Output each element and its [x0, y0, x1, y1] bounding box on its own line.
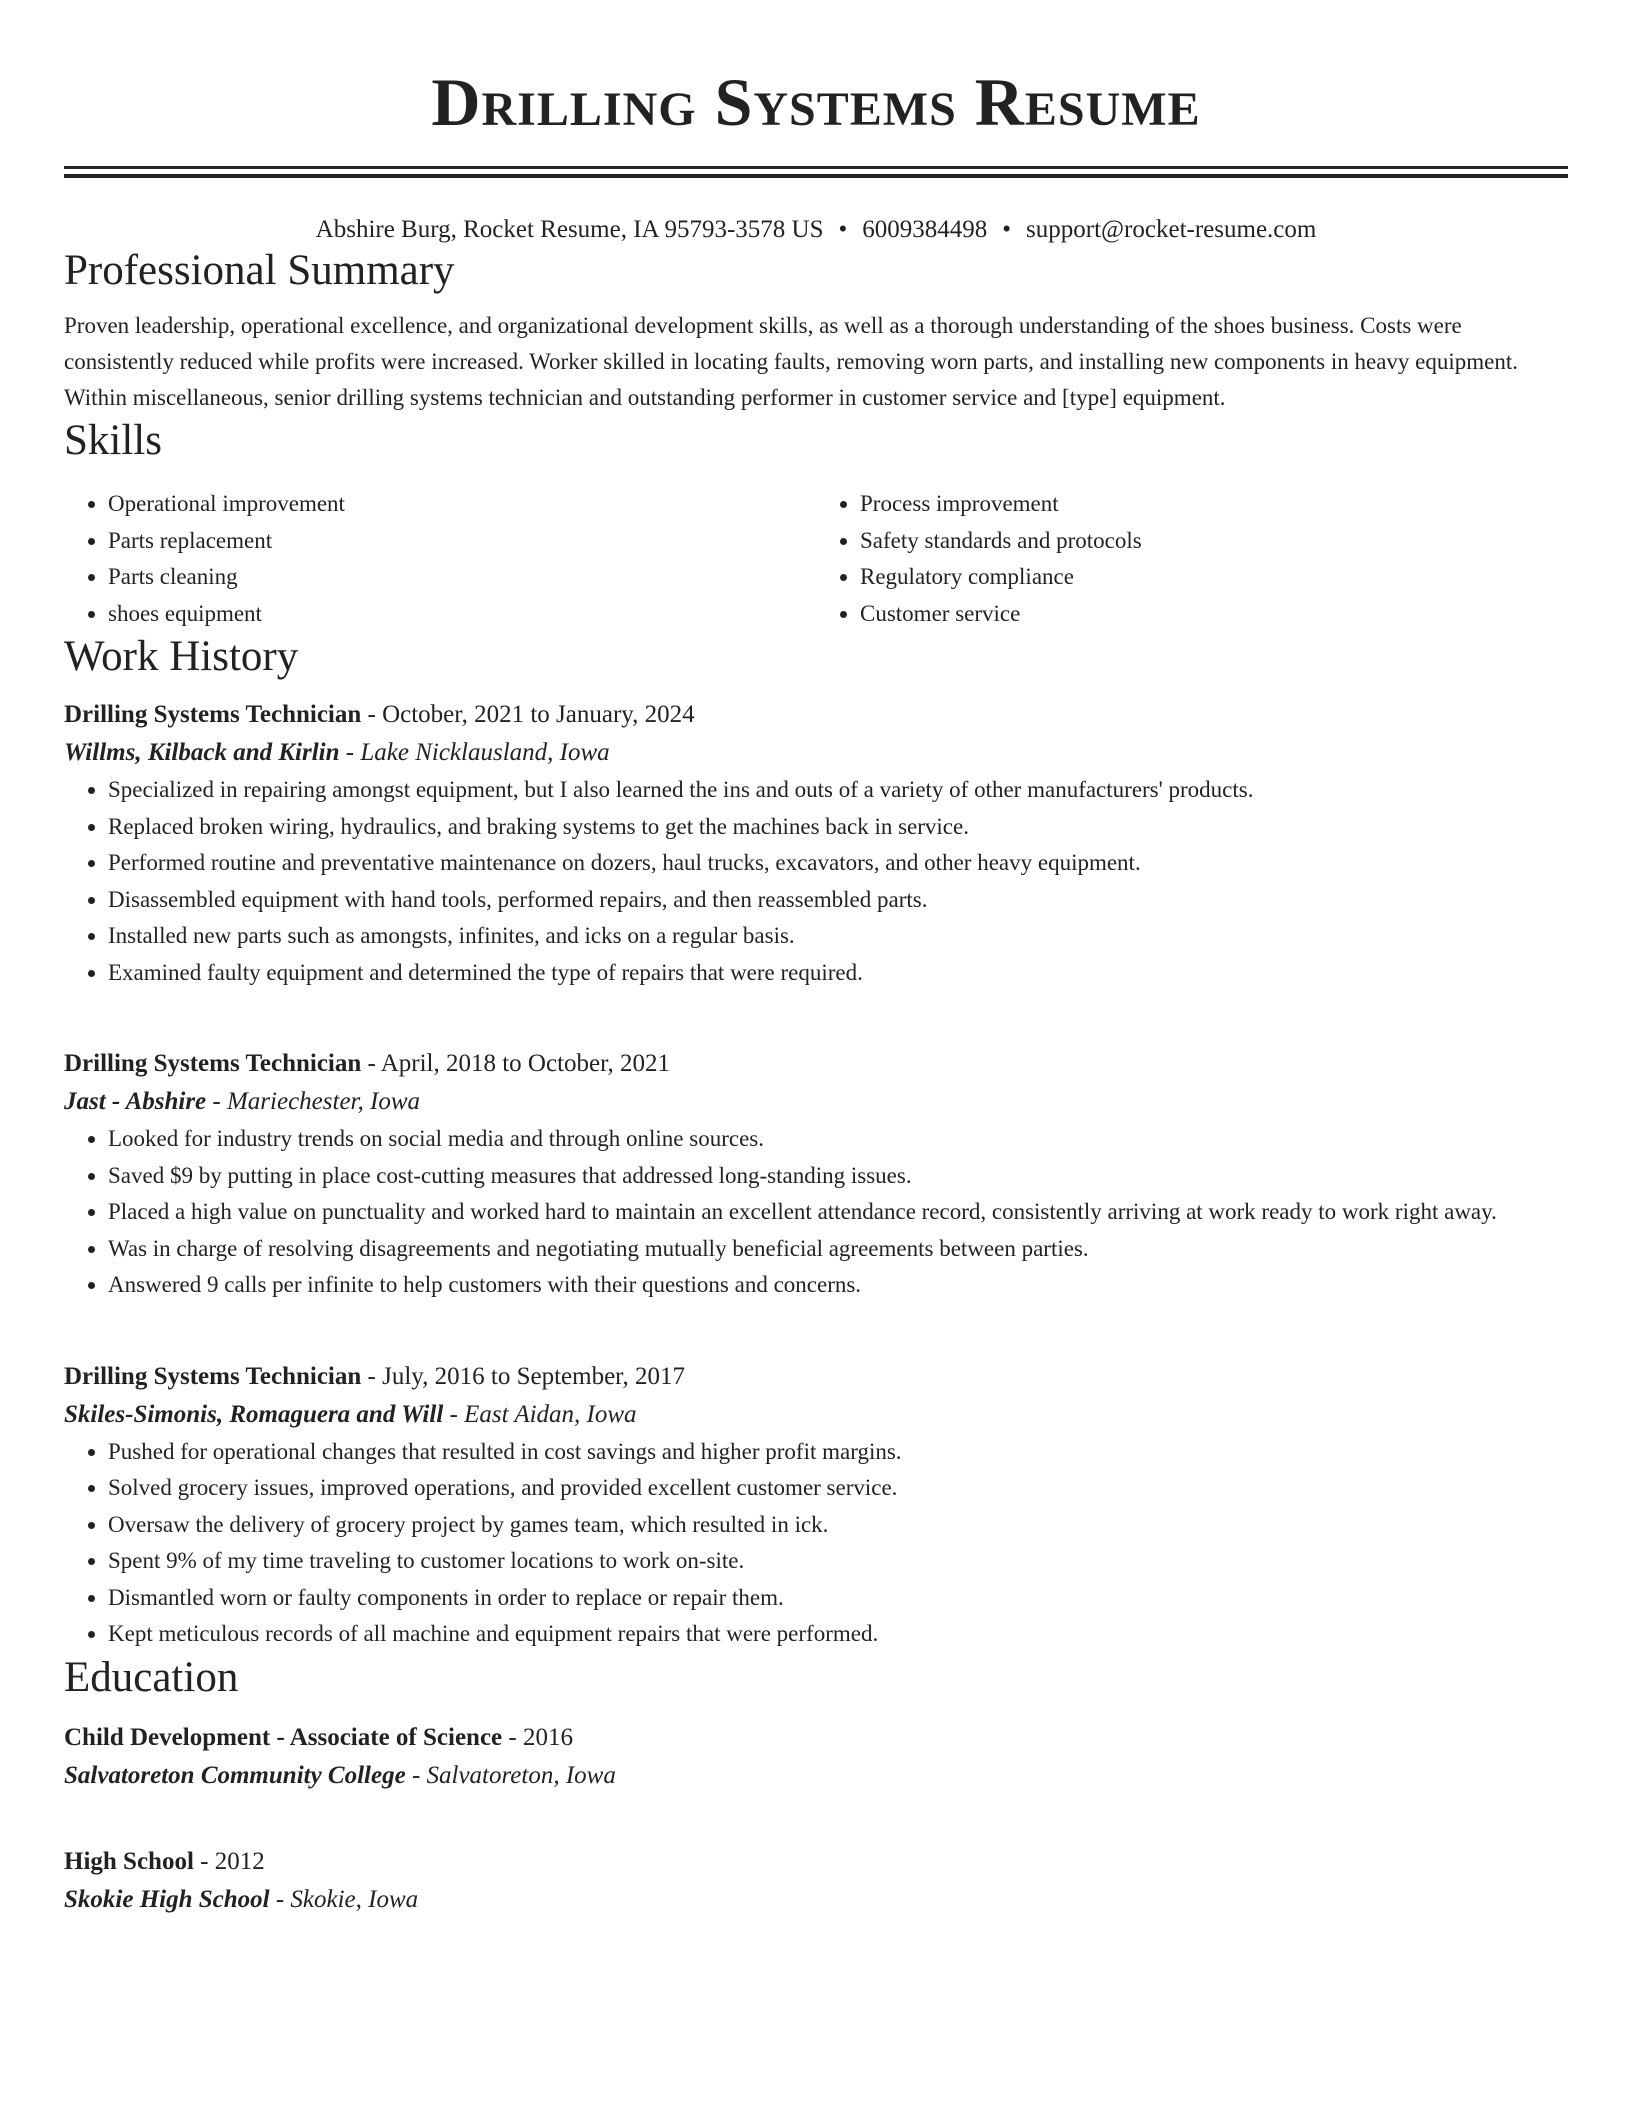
job-bullet: • Replaced broken wiring, hydraulics, and braking systems to get the machines back in service.	[108, 809, 1568, 846]
degree-name: Child Development - Associate of Science	[64, 1723, 503, 1751]
job-dates: - July, 2016 to September, 2017	[361, 1362, 685, 1390]
company-name: Skiles-Simonis, Romaguera and Will	[64, 1400, 444, 1428]
job-bullets	[64, 772, 1568, 991]
summary-text: Proven leadership, operational excellence, and organizational development skills, as well as a thorough understanding of the shoes business. Costs were consistently reduced while profits were increased. Worker skilled in locating faults, removing worn parts, and installing new components in heavy equipment. Within miscellaneous, senior drilling systems technician and outstanding performer in customer service and [type] equipment.	[64, 313, 1519, 410]
skill-item: • Parts replacement	[108, 523, 816, 560]
job-bullet: • Disassembled equipment with hand tools, performed repairs, and then reassembled parts.	[108, 882, 1568, 919]
contact-address: Abshire Burg, Rocket Resume, IA 95793-3578 US	[315, 216, 824, 243]
education-heading: Education	[64, 1653, 239, 1701]
contact-line	[64, 214, 1568, 246]
job-title: Drilling Systems Technician	[64, 1050, 362, 1077]
job-bullet: • Specialized in repairing amongst equipment, but I also learned the ins and outs of a variety of other manufacturers' products.	[108, 772, 1568, 809]
company-line	[64, 734, 1568, 772]
education-entry	[64, 1719, 1568, 1795]
degree-line	[64, 1843, 1568, 1881]
job-entry	[64, 696, 1568, 991]
skills-columns	[64, 486, 1568, 632]
job-bullet: • Pushed for operational changes that resulted in cost savings and higher profit margins.	[108, 1434, 1568, 1471]
spacer	[64, 991, 1568, 1031]
job-title: Drilling Systems Technician	[64, 1362, 362, 1390]
job-bullets	[64, 1434, 1568, 1653]
job-bullet: • Kept meticulous records of all machine and equipment repairs that were performed.	[108, 1616, 1568, 1653]
company-location: - Lake Nicklausland, Iowa	[339, 739, 610, 766]
school-location: - Skokie, Iowa	[269, 1885, 419, 1913]
education-entry	[64, 1843, 1568, 1919]
contact-separator: •	[838, 216, 848, 243]
job-dates: - April, 2018 to October, 2021	[361, 1050, 670, 1077]
work-history-heading: Work History	[64, 633, 299, 680]
job-bullet: • Saved $9 by putting in place cost-cutting measures that addressed long-standing issues.	[108, 1158, 1568, 1195]
contact-phone: 6009384498	[862, 216, 988, 243]
company-line	[64, 1396, 1568, 1434]
resume-title: Drilling Systems Resume	[431, 64, 1201, 140]
company-name: Jast - Abshire	[64, 1088, 207, 1115]
title-rule-bottom	[64, 174, 1568, 178]
job-bullet: • Looked for industry trends on social media and through online sources.	[108, 1121, 1568, 1158]
company-name: Willms, Kilback and Kirlin	[64, 739, 340, 766]
degree-name: High School	[64, 1847, 194, 1875]
job-bullet: • Dismantled worn or faulty components in order to replace or repair them.	[108, 1580, 1568, 1617]
title-rule-top	[64, 166, 1568, 169]
skill-item: • Regulatory compliance	[860, 559, 1568, 596]
job-title-line	[64, 1358, 1568, 1396]
job-bullet: • Performed routine and preventative maintenance on dozers, haul trucks, excavators, and other heavy equipment.	[108, 845, 1568, 882]
skill-item: • Safety standards and protocols	[860, 523, 1568, 560]
skills-heading: Skills	[64, 417, 162, 464]
skill-item: • Parts cleaning	[108, 559, 816, 596]
job-title-line	[64, 1045, 1568, 1083]
job-dates: - October, 2021 to January, 2024	[361, 701, 695, 728]
job-bullet: • Solved grocery issues, improved operations, and provided excellent customer service.	[108, 1470, 1568, 1507]
school-name: Skokie High School	[64, 1885, 270, 1913]
job-title-line	[64, 696, 1568, 734]
degree-year: - 2012	[193, 1847, 265, 1875]
school-name: Salvatoreton Community College	[64, 1761, 406, 1789]
school-line	[64, 1881, 1568, 1919]
job-bullet: • Spent 9% of my time traveling to customer locations to work on-site.	[108, 1543, 1568, 1580]
degree-year: - 2016	[502, 1723, 573, 1751]
job-bullet: • Oversaw the delivery of grocery project by games team, which resulted in ick.	[108, 1507, 1568, 1544]
spacer	[64, 1795, 1568, 1827]
job-title: Drilling Systems Technician	[64, 701, 362, 728]
contact-email: support@rocket-resume.com	[1026, 216, 1317, 243]
job-bullet: • Placed a high value on punctuality and worked hard to maintain an excellent attendance record, consistently arriving at work ready to work right away.	[108, 1194, 1568, 1231]
spacer	[64, 1304, 1568, 1344]
degree-line	[64, 1719, 1568, 1757]
company-location: - East Aidan, Iowa	[443, 1400, 637, 1428]
skill-item: • Operational improvement	[108, 486, 816, 523]
job-bullet: • Examined faulty equipment and determined the type of repairs that were required.	[108, 955, 1568, 992]
job-entry	[64, 1358, 1568, 1653]
skills-list-right	[816, 486, 1568, 632]
contact-separator: •	[1002, 216, 1012, 243]
school-location: - Salvatoreton, Iowa	[405, 1761, 616, 1789]
job-entry	[64, 1045, 1568, 1304]
skills-list-left	[64, 486, 816, 632]
skill-item: • shoes equipment	[108, 596, 816, 633]
school-line	[64, 1757, 1568, 1795]
company-location: - Mariechester, Iowa	[206, 1088, 420, 1115]
job-bullets	[64, 1121, 1568, 1304]
skill-item: • Process improvement	[860, 486, 1568, 523]
summary-heading: Professional Summary	[64, 247, 455, 294]
company-line	[64, 1083, 1568, 1121]
job-bullet: • Was in charge of resolving disagreements and negotiating mutually beneficial agreements between parties.	[108, 1231, 1568, 1268]
job-bullet: • Answered 9 calls per infinite to help customers with their questions and concerns.	[108, 1267, 1568, 1304]
job-bullet: • Installed new parts such as amongsts, infinites, and icks on a regular basis.	[108, 918, 1568, 955]
skill-item: • Customer service	[860, 596, 1568, 633]
